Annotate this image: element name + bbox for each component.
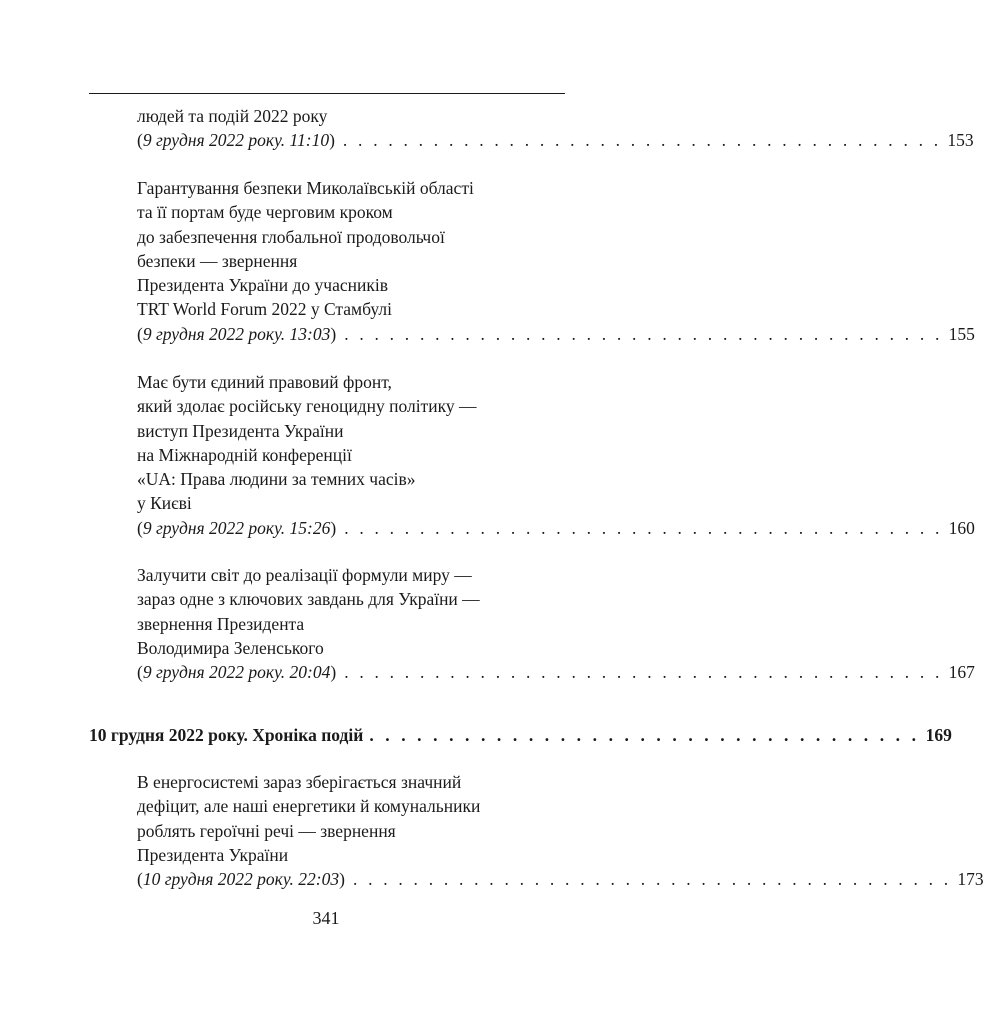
toc-entry[interactable]: Має бути єдиний правовий фронт, який здолає російську геноцидну політику — виступ Президента України на Міжнародній конференції «UA: Права людини за темних часів» у Києві (9 грудня 2022 року. 15:26) . . . . . . . . . . . . . . . . . . . . . . . . . . . . . . . . . . . . . . . . 160 bbox=[137, 370, 563, 540]
entry-title-line: який здолає російську геноцидну політику — bbox=[137, 396, 477, 417]
entry-title-line: та її портам буде черговим кроком bbox=[137, 202, 393, 223]
page-number: 341 bbox=[312, 908, 340, 928]
entry-title-line: до забезпечення глобальної продовольчої bbox=[137, 226, 445, 247]
entry-title-line: зараз одне з ключових завдань для України — bbox=[137, 589, 480, 610]
leader-dots: . . . . . . . . . . . . . . . . . . . . . . . . . . . . . . . . . . . . . . . . bbox=[352, 869, 952, 890]
entry-title-line: Залучити світ до реалізації формули миру — bbox=[137, 565, 472, 585]
entry-page-number: 160 bbox=[948, 517, 975, 538]
entry-title-line: на Міжнародній конференції bbox=[137, 444, 352, 465]
entry-date: 9 грудня 2022 року. 13:03 bbox=[142, 323, 331, 344]
entry-title-line: TRT World Forum 2022 у Стамбулі bbox=[137, 299, 392, 320]
entry-date: 9 грудня 2022 року. 20:04 bbox=[142, 662, 331, 683]
toc-entry[interactable]: Гарантування безпеки Миколаївській області та її портам буде черговим кроком до забезпечення глобальної продовольчої безпеки — звернення Президента України до учасників TRT World Forum 2022 у Стамбулі (9 грудня 2022 року. 13:03) . . . . . . . . . . . . . . . . . . . . . . . . . . . . . . . . . . . . . . . . 155 bbox=[137, 176, 563, 346]
entry-title-line: звернення Президента bbox=[137, 613, 305, 634]
leader-dots: . . . . . . . . . . . . . . . . . . . . . . . . . . . . . . . . . . . . . . . . bbox=[344, 662, 943, 683]
entry-title-line: безпеки — звернення bbox=[137, 250, 298, 271]
entry-date: 9 грудня 2022 року. 15:26 bbox=[142, 517, 331, 538]
leader-dots: . . . . . . . . . . . . . . . . . . . . . . . . . . . . . . . . . . . . . . . . bbox=[342, 130, 942, 151]
entry-title-line: у Києві bbox=[137, 493, 192, 514]
entry-title-line: «UA: Права людини за темних часів» bbox=[137, 469, 416, 490]
leader-dots: . . . . . . . . . . . . . . . . . . . . . . . . . . . . . . . . . . . . . . . . bbox=[344, 517, 943, 538]
entry-date: 10 грудня 2022 року. 22:03 bbox=[142, 869, 340, 890]
entry-title-line: Президента України до учасників bbox=[137, 275, 388, 296]
leader-dots: . . . . . . . . . . . . . . . . . . . . . . . . . . . . . . . . . . . . . . . . bbox=[344, 323, 943, 344]
entry-title-line: Володимира Зеленського bbox=[137, 637, 324, 658]
toc-entry[interactable]: В енергосистемі зараз зберігається значний дефіцит, але наші енергетики й комунальники роблять героїчні речі — звернення Президента України (10 грудня 2022 року. 22:03) . . . . . . . . . . . . . . . . . . . . . . . . . . . . . . . . . . . . . . . . 173 bbox=[137, 770, 563, 891]
entry-page-number: 167 bbox=[948, 662, 975, 683]
entry-title-line: людей та подій 2022 року bbox=[137, 106, 328, 126]
entry-page-number: 155 bbox=[948, 323, 975, 344]
entry-title-line: дефіцит, але наші енергетики й комунальники bbox=[137, 796, 481, 817]
entry-page-number: 173 bbox=[957, 869, 984, 890]
entry-title-line: Має бути єдиний правовий фронт, bbox=[137, 372, 392, 392]
entry-title-line: Президента України bbox=[137, 844, 289, 865]
entry-page-number: 153 bbox=[947, 130, 974, 151]
section-page-number: 169 bbox=[925, 725, 952, 745]
entry-title-line: В енергосистемі зараз зберігається значний bbox=[137, 772, 462, 792]
entry-title-line: роблять героїчні речі — звернення bbox=[137, 820, 396, 841]
toc-section-heading[interactable] bbox=[89, 723, 952, 747]
entry-title-line: Гарантування безпеки Миколаївській області bbox=[137, 178, 474, 198]
leader-dots: . . . . . . . . . . . . . . . . . . . . . . . . . . . . . . . . . . . bbox=[369, 725, 920, 745]
entry-title-line: виступ Президента України bbox=[137, 420, 344, 441]
toc-entry[interactable]: Залучити світ до реалізації формули миру — зараз одне з ключових завдань для України — звернення Президента Володимира Зеленського (9 грудня 2022 року. 20:04) . . . . . . . . . . . . . . . . . . . . . . . . . . . . . . . . . . . . . . . . 167 bbox=[137, 563, 563, 684]
toc-entry[interactable]: людей та подій 2022 року (9 грудня 2022 року. 11:10) . . . . . . . . . . . . . . . . . . . . . . . . . . . . . . . . . . . . . . . . 153 bbox=[137, 104, 563, 153]
section-title: 10 грудня 2022 року. Хроніка подій bbox=[89, 725, 364, 745]
entry-date: 9 грудня 2022 року. 11:10 bbox=[142, 130, 330, 151]
